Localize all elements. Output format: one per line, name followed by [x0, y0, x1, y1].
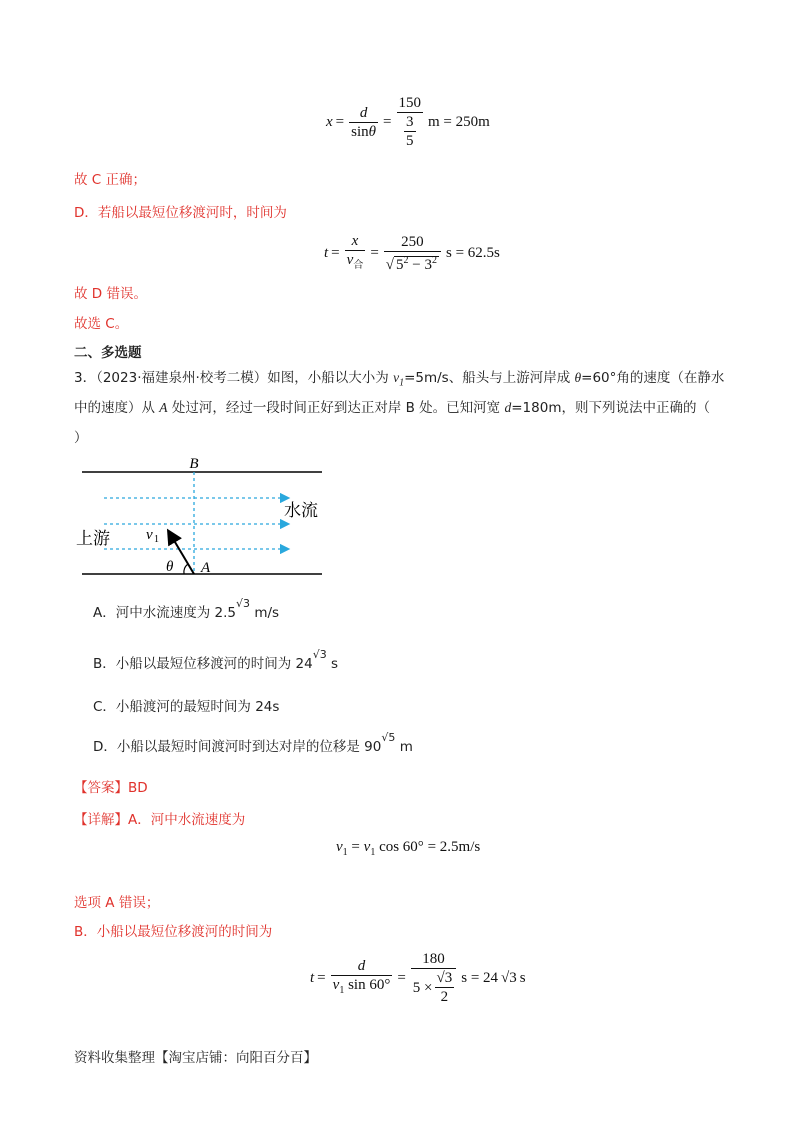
q3-A: A: [159, 400, 168, 415]
q3-l1-post: =60°角的速度（在静水: [581, 370, 725, 386]
equation-time-b: t = $\frac{d}{v_1 \sin 60^\circ}$ = 180 5 × $\frac{√3}{2}$ s = 24 √3 s: [310, 951, 526, 1005]
footer-text: 资料收集整理【淘宝店铺：向阳百分百】: [74, 1050, 317, 1066]
eq3-lhs: v: [336, 839, 343, 855]
q3-l2-post: =180m，则下列说法中正确的（: [511, 400, 710, 416]
question-3-line2: [74, 398, 710, 418]
option-d: D．小船以最短时间渡河时到达对岸的位移是 $90^{√5}$ m: [93, 731, 413, 755]
c-correct-text: 故 C 正确；: [74, 172, 147, 188]
q3-v1: v: [393, 370, 400, 385]
detail-a: A．河中水流速度为: [128, 812, 246, 828]
eq4-sqrt-den: 2: [440, 989, 449, 1005]
label-theta: θ: [166, 559, 174, 575]
opt-a-pre: A．河中水流速度为 2.5: [93, 605, 236, 621]
detail-label: 【详解】: [74, 812, 128, 828]
opt-d-pre: D．小船以最短时间渡河时到达对岸的位移是 90: [93, 739, 382, 755]
frac-num: d: [349, 104, 378, 123]
opt-b-pre: B．小船以最短位移渡河的时间为 24: [93, 656, 313, 672]
eq2-val-num: 250: [384, 233, 441, 252]
question-3-line1: [74, 368, 724, 394]
q3-l1-mid: =5m/s、船头与上游河岸成: [404, 370, 575, 386]
exp-a: 2: [403, 255, 409, 266]
q3-l2-mid: 处过河，经过一段时间正好到达正对岸 B 处。已知河宽: [167, 400, 505, 416]
eq4-rhs-unit: s: [519, 969, 526, 986]
opt-a-sq: 3: [243, 597, 251, 610]
label-A: A: [201, 560, 211, 576]
eq3-rhs-var: v: [363, 839, 371, 855]
eq4-den-var: v: [332, 976, 340, 993]
q3-d: d: [504, 400, 512, 415]
sqrt-a: 5: [396, 257, 404, 273]
angle-arc: [184, 564, 188, 574]
eq2-result: s = 62.5s: [445, 245, 500, 261]
equation-time-d: t = $\frac{x}{v_合}$ = $\frac{250}{√ 5^2 - 3^2}$ s = 62.5s: [324, 233, 500, 273]
eq4-den-pre: 5 ×: [412, 979, 433, 996]
eq4-lhs: t: [310, 969, 315, 986]
fraction-d-over-v1sin: [331, 957, 393, 1000]
fraction-x-over-v: [345, 232, 366, 275]
eq3-rhs-sub: 1: [370, 847, 376, 858]
eq4-val-num: 180: [411, 950, 456, 969]
eq4-rhs-sq: 3: [509, 969, 517, 986]
frac-den-var: θ: [368, 123, 377, 140]
question-3-line3: ）: [74, 430, 88, 446]
answer-text: 【答案】BD: [74, 780, 148, 796]
opt-d-post: m: [399, 739, 413, 755]
option-c: C．小船渡河的最短时间为 24s: [93, 699, 280, 715]
label-upstream: 上游: [76, 529, 110, 549]
d-wrong-text: 故 D 错误。: [74, 286, 147, 302]
opt-d-sq: 5: [388, 731, 396, 744]
eq-lhs: x: [326, 113, 333, 130]
detail-line: [74, 810, 245, 830]
eq4-rhs: s = 24: [461, 969, 499, 986]
option-b: B．小船以最短位移渡河的时间为 $24^{√3}$ s: [93, 648, 339, 672]
eq2-den-var: v: [346, 252, 354, 268]
q3-l1-pre: 3．（2023·福建泉州·校考二模）如图，小船以大小为: [74, 370, 394, 386]
eq4-den-rest: sin 60°: [348, 976, 391, 993]
equation-displacement: x = $\frac{d}{\sin\theta}$ = $\frac{150}{\frac{3}{5}}$ m = 250m: [326, 95, 490, 149]
river-figure: [74, 452, 334, 582]
eq1-result: m = 250m: [428, 113, 490, 130]
opt-b-post: s: [331, 656, 339, 672]
q3-v1-sub: 1: [399, 377, 405, 389]
fraction-180-over: 180 5 × $\frac{√3}{2}$: [411, 950, 456, 1006]
label-B: B: [189, 456, 199, 472]
choose-text: 故选 C。: [74, 316, 129, 332]
fraction-250-over-sqrt: $\frac{250}{√ 5^2 - 3^2}$: [384, 233, 441, 274]
q3-theta: θ: [574, 370, 582, 385]
option-a: A．河中水流速度为 $2.5^{√3}$ m/s: [93, 597, 280, 621]
eq3-lhs-sub: 1: [342, 847, 348, 858]
eq4-num: d: [331, 957, 393, 976]
eq4-den-sub: 1: [339, 984, 345, 996]
opt-b-sq: 3: [319, 648, 327, 661]
eq3-val: = 2.5m/s: [427, 839, 481, 855]
frac-val-num: 150: [398, 95, 421, 111]
sqrt-b: 3: [424, 257, 432, 273]
inner-num: 3: [406, 114, 414, 130]
a-wrong-text: 选项 A 错误；: [74, 895, 160, 911]
fraction-d-over-sin: [349, 104, 378, 141]
equation-flow-speed: $v_1 = v_1$ cos 60° = 2.5m/s: [336, 839, 481, 858]
label-v: v: [146, 527, 153, 543]
eq2-lhs: t: [324, 245, 329, 261]
section-heading: 二、多选题: [74, 345, 142, 361]
q3-l2-pre: 中的速度）从: [74, 400, 160, 416]
d-intro-text: D．若船以最短位移渡河时，时间为: [74, 205, 287, 221]
eq2-num: x: [345, 232, 366, 251]
eq3-cos: cos 60°: [379, 839, 424, 855]
opt-a-post: m/s: [254, 605, 280, 621]
label-flow: 水流: [284, 501, 318, 521]
frac-den-pre: sin: [351, 123, 369, 140]
eq4-sqrt-num: 3: [444, 970, 453, 986]
exp-b: 2: [431, 255, 437, 266]
label-v-sub: 1: [154, 534, 159, 545]
inner-den: 5: [406, 133, 414, 149]
b-intro-text: B．小船以最短位移渡河的时间为: [74, 924, 273, 940]
fraction-150-over-3-5: [397, 94, 424, 150]
eq2-den-sub: 合: [353, 260, 364, 271]
